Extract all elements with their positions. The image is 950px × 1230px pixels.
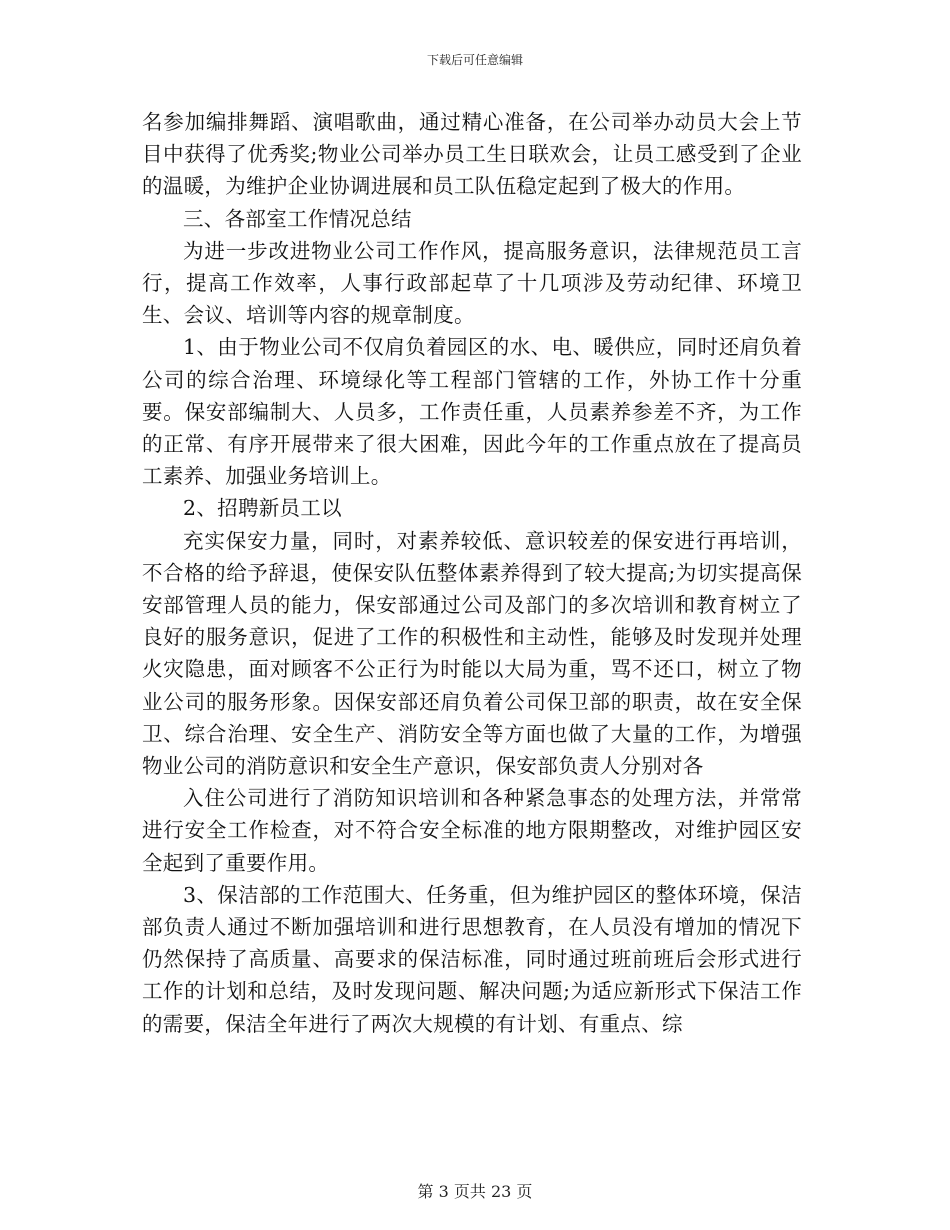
section-heading: 三、各部室工作情况总结	[183, 206, 412, 231]
paragraph: 入住公司进行了消防知识培训和各种紧急事态的处理方法，并常常进行安全工作检查，对不符合安全标准的地方限期整改，对维护园区安全起到了重要作用。	[142, 786, 802, 875]
page-header: 下载后可任意编辑	[426, 53, 523, 67]
page-number: 第 3 页共 23 页	[417, 1182, 533, 1201]
paragraph: 3、保洁部的工作范围大、任务重，但为维护园区的整体环境，保洁部负责人通过不断加强培训和进行思想教育，在人员没有增加的情况下仍然保持了高质量、高要求的保洁标准，同时通过班前班后会形式进行工作的计划和总结，及时发现问题、解决问题;为适应新形式下保洁工作的需要，保洁全年进行了两次大规模的有计划、有重点、综	[142, 882, 802, 1036]
paragraph: 1、由于物业公司不仅肩负着园区的水、电、暖供应，同时还肩负着公司的综合治理、环境绿化等工程部门管辖的工作，外协工作十分重要。保安部编制大、人员多，工作责任重，人员素养参差不齐，为工作的正常、有序开展带来了很大困难，因此今年的工作重点放在了提高员工素养、加强业务培训上。	[142, 335, 802, 489]
paragraph: 充实保安力量，同时，对素养较低、意识较差的保安进行再培训，不合格的给予辞退，使保安队伍整体素养得到了较大提高;为切实提高保安部管理人员的能力，保安部通过公司及部门的多次培训和教育树立了良好的服务意识，促进了工作的积极性和主动性，能够及时发现并处理火灾隐患，面对顾客不公正行为时能以大局为重，骂不还口，树立了物业公司的服务形象。因保安部还肩负着公司保卫部的职责，故在安全保卫、综合治理、安全生产、消防安全等方面也做了大量的工作，为增强物业公司的消防意识和安全生产意识，保安部负责人分别对各	[142, 528, 802, 779]
document-body	[142, 106, 802, 1040]
paragraph: 2、招聘新员工以	[183, 496, 342, 521]
paragraph: 为进一步改进物业公司工作作风，提高服务意识，法律规范员工言行，提高工作效率，人事行政部起草了十几项涉及劳动纪律、环境卫生、会议、培训等内容的规章制度。	[142, 238, 802, 328]
paragraph-continued: 名参加编排舞蹈、演唱歌曲，通过精心准备，在公司举办动员大会上节目中获得了优秀奖;物业公司举办员工生日联欢会，让员工感受到了企业的温暖，为维护企业协调进展和员工队伍稳定起到了极大的作用。	[142, 110, 802, 199]
